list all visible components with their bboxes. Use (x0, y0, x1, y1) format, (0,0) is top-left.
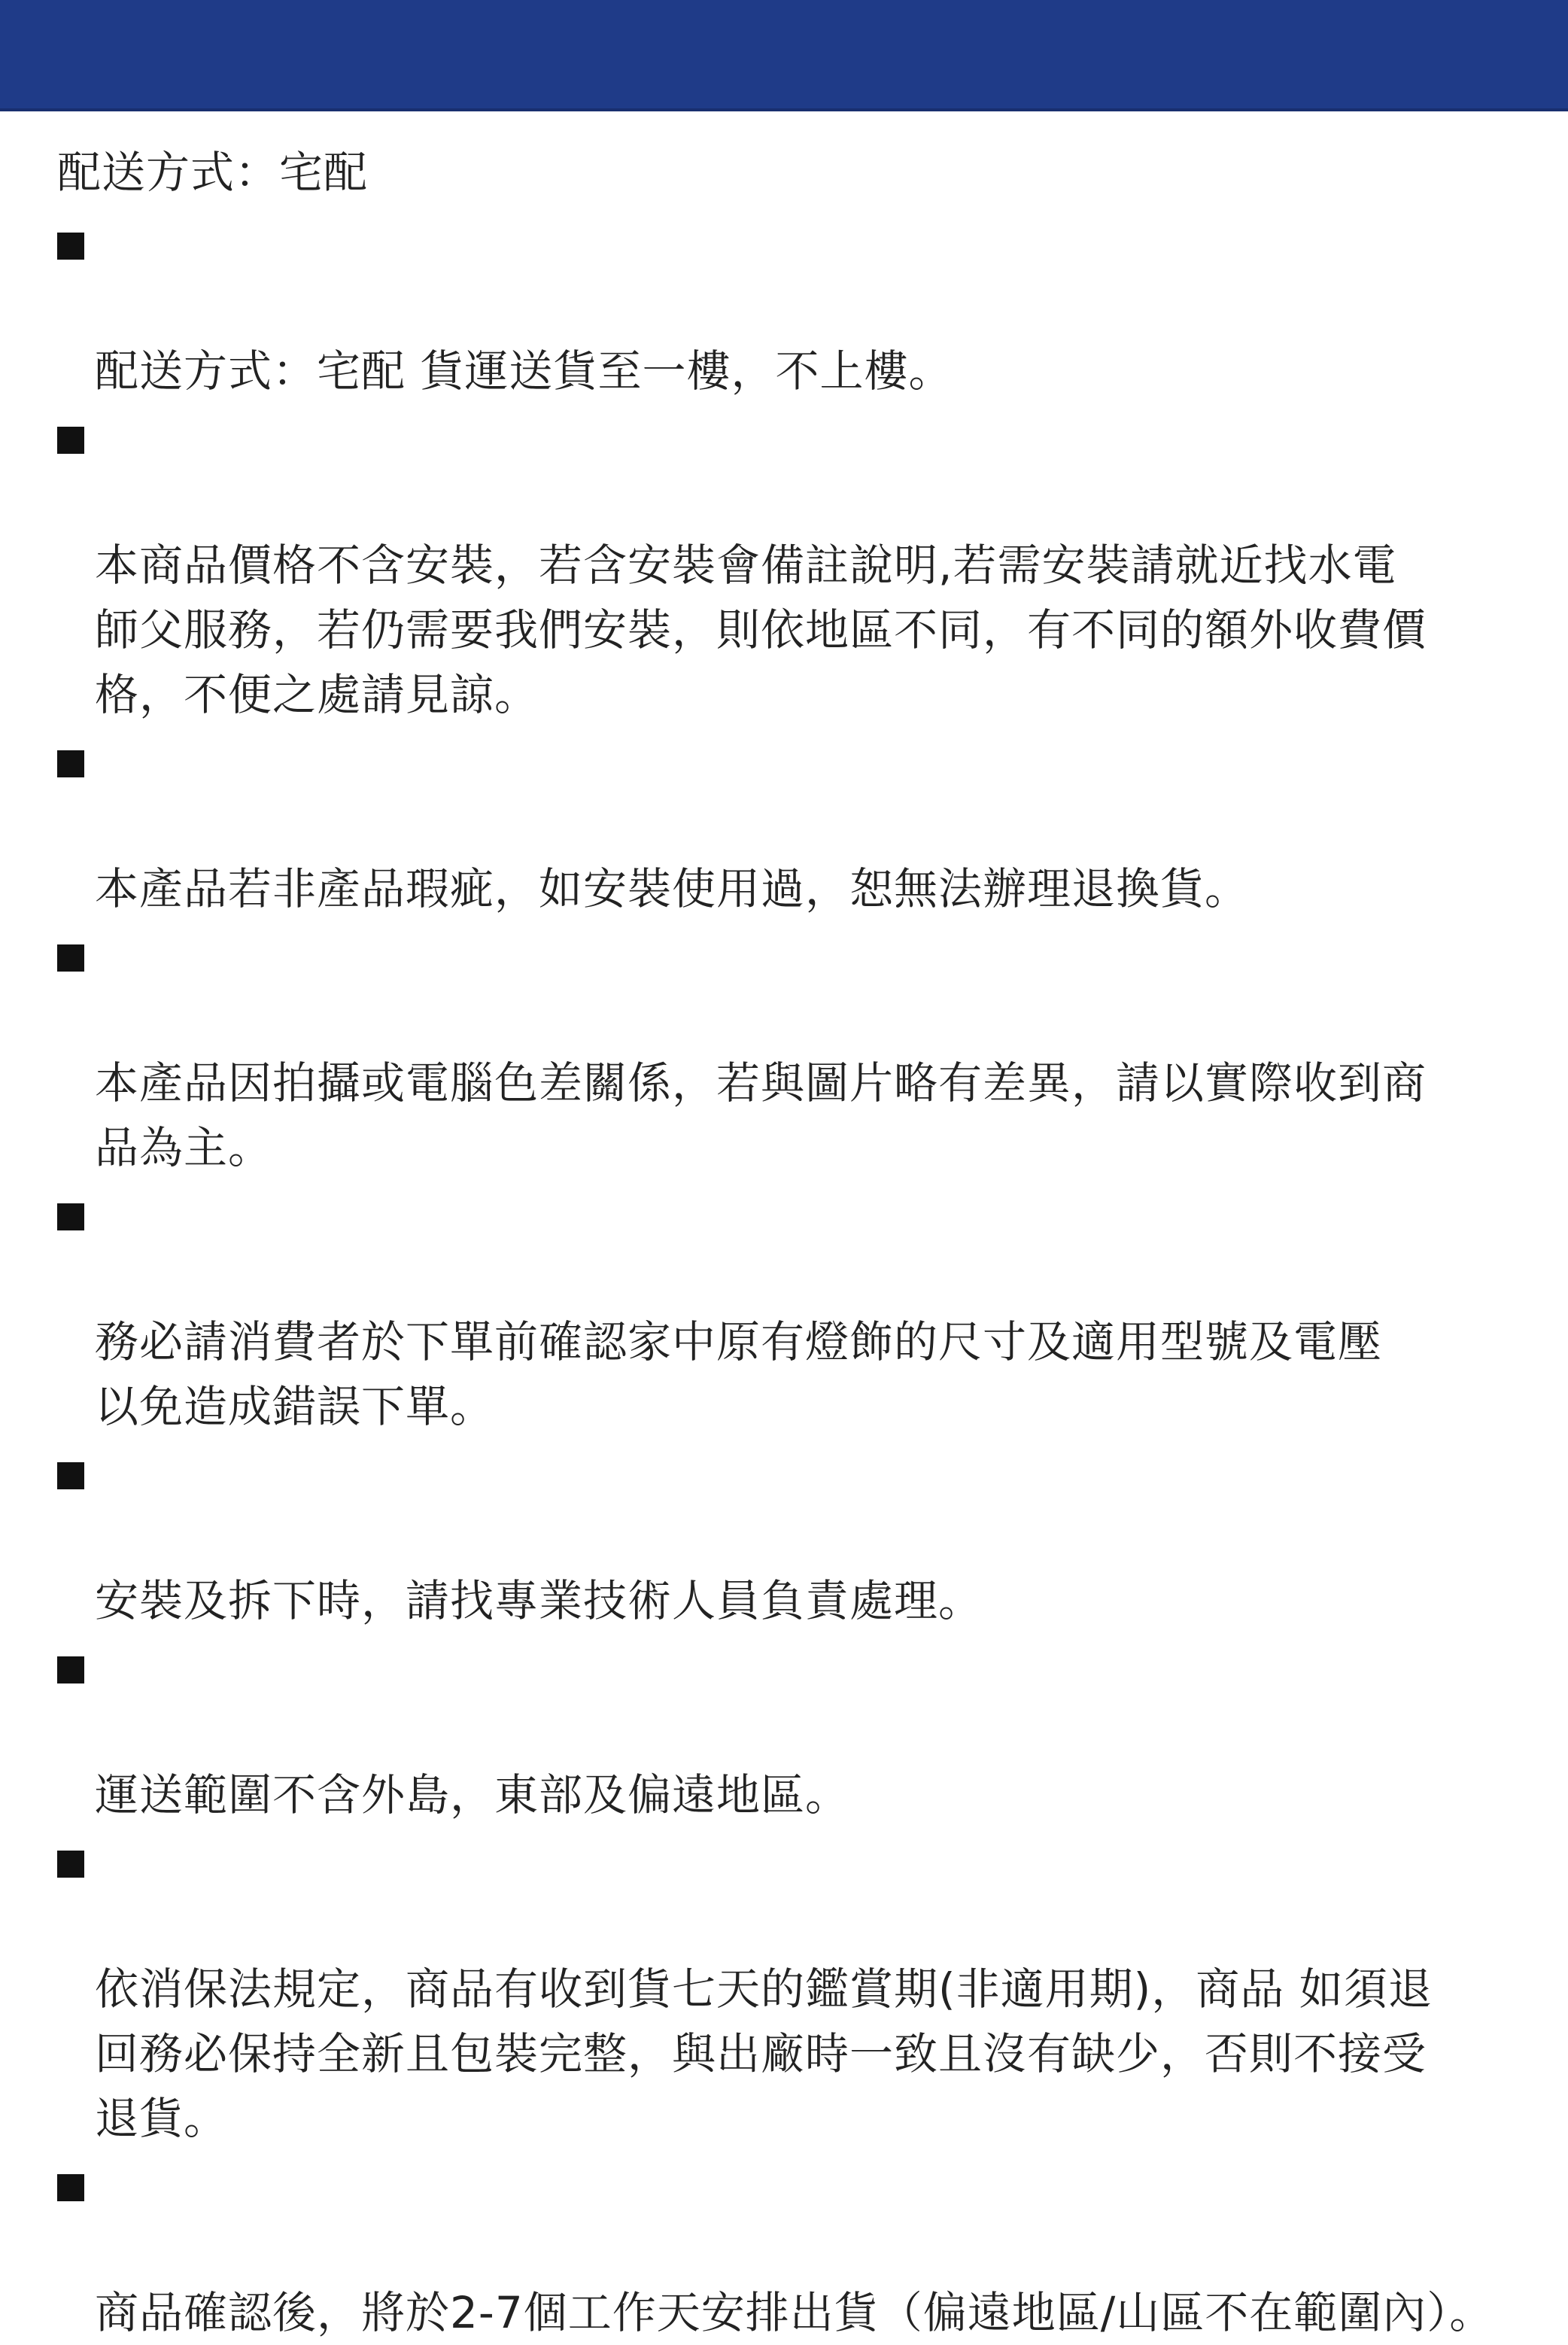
note-text: 本商品價格不含安裝，若含安裝會備註說明,若需安裝請就近找水電 師父服務，若仍需要我們安裝，則依地區不同，有不同的額外收費價 格，不便之處請見諒。 (95, 540, 1427, 720)
list-item (57, 1439, 1554, 1633)
square-bullet-icon (57, 1851, 84, 1878)
list-item (57, 1180, 1554, 1439)
header-banner (0, 0, 1568, 111)
square-bullet-icon (57, 2174, 84, 2201)
note-text: 安裝及拆下時，請找專業技術人員負責處理。 (95, 1575, 983, 1626)
note-text: 運送範圍不含外島，東部及偏遠地區。 (95, 1769, 850, 1820)
note-text: 本產品若非產品瑕疵，如安裝使用過，恕無法辦理退換貨。 (95, 863, 1250, 914)
square-bullet-icon (57, 1656, 84, 1683)
square-bullet-icon (57, 427, 84, 454)
note-text: 務必請消費者於下單前確認家中原有燈飾的尺寸及適用型號及電壓 以免造成錯誤下單。 (95, 1316, 1383, 1432)
note-text: 配送方式：宅配 貨運送貨至一樓，不上樓。 (95, 345, 953, 397)
square-bullet-icon (57, 944, 84, 972)
delivery-notes (57, 143, 1554, 2345)
note-text: 本產品因拍攝或電腦色差關係，若與圖片略有差異，請以實際收到商 品為主。 (95, 1057, 1427, 1173)
list-item (57, 209, 1554, 403)
list-item (57, 1827, 1554, 2151)
list-item (57, 403, 1554, 727)
square-bullet-icon (57, 750, 84, 777)
list-item (57, 727, 1554, 921)
square-bullet-icon (57, 1203, 84, 1230)
list-item (57, 2151, 1554, 2345)
list-item (57, 1633, 1554, 1827)
square-bullet-icon (57, 233, 84, 260)
note-text: 依消保法規定，商品有收到貨七天的鑑賞期(非適用期)，商品 如須退 回務必保持全新且包裝完整，與出廠時一致且沒有缺少，否則不接受 退貨。 (95, 1963, 1433, 2144)
square-bullet-icon (57, 1462, 84, 1489)
list-item (57, 921, 1554, 1180)
note-text: 商品確認後，將於2-7個工作天安排出貨（偏遠地區/山區不在範圍內）。 (95, 2287, 1494, 2338)
delivery-method-heading: 配送方式：宅配 (57, 147, 369, 198)
notes-list (57, 209, 1554, 2345)
